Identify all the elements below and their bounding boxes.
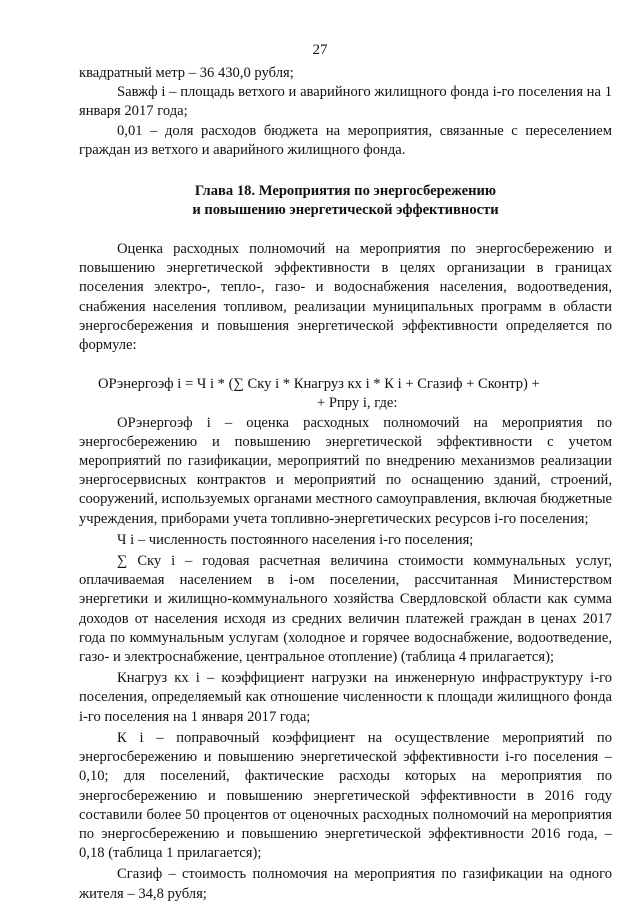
chapter-heading-line1: Глава 18. Мероприятия по энергосбережению [194,183,497,200]
definition-sgazif: Сгазиф – стоимость полномочия на мероприятия по газификации на одного жителя – 34,8 рубля; [79,866,612,902]
formula-line1: ОРэнергоэф i = Ч i * (∑ Cку i * Кнагруз кх i * К i + Сгазиф + Сконтр) + [98,376,540,393]
formula-line2: + Рпру i, где: [317,395,398,412]
paragraph-continuation: квадратный метр – 36 430,0 рубля; [79,65,294,81]
paragraph-savzhf-definition: Sавжф i – площадь ветхого и аварийного жилищного фонда i-го поселения на 1 января 2017 года; [79,84,612,120]
chapter-heading [79,182,612,220]
definition-population: Ч i – численность постоянного населения i-го поселения; [117,531,474,548]
page-content [79,64,612,904]
chapter-heading-line2: и повышению энергетической эффективности [192,202,499,219]
definition-cku: ∑ Cку i – годовая расчетная величина стоимости коммунальных услуг, оплачиваемая населением в i-ом поселении, рассчитанная Министерством энергетики и жилищно-коммунального хозяйства Свердловской области как сумма доходов от населения исходя из средних величин платежей граждан в ценах 2017 года по коммунальным услугам (холодное и горячее водоснабжение, водоотведение, газо- и электроснабжение, центральное отопление) (таблица 4 прилагается); [79,553,612,666]
paragraph-budget-share-definition: 0,01 – доля расходов бюджета на мероприятия, связанные с переселением граждан из ветхого и аварийного жилищного фонда. [79,122,612,158]
paragraph-intro: Оценка расходных полномочий на мероприятия по энергосбережению и повышению энергетической эффективности в целях организации в границах поселения электро-, тепло-, газо- и водоснабжения населения, водоотведения, снабжения населения топливом, реализации муниципальных программ в области энергосбережения и повышения энергетической эффективности определяется по формуле: [79,241,612,354]
formula [79,375,612,413]
definition-knagruz: Кнагруз кх i – коэффициент нагрузки на инженерную инфраструктуру i-го поселения, определяемый как отношение численности к площади жилищного фонда i-го поселения на 1 января 2017 года; [79,670,612,725]
definition-k-coefficient: К i – поправочный коэффициент на осуществление мероприятий по энергосбережению и повышению энергетической эффективности i-го поселения – 0,10; для поселений, фактические расходы которых на мероприятия по энергосбережению и повышению энергетической эффективности в 2016 году составили более 50 процентов от оценочных расходных полномочий на мероприятия по энергосбережению и повышению энергетической эффективности 2016 года, – 0,18 (таблица 1 прилагается); [79,729,612,862]
definition-orenergoef: ОРэнергоэф i – оценка расходных полномочий на мероприятия по энергосбережению и повышению энергетической эффективности с учетом мероприятий по газификации, мероприятий по внедрению механизмов реализации энергосервисных контрактов и мероприятий по оснащению зданий, строений, сооружений, используемых органами местного самоуправления, включая бюджетные учреждения, приборами учета топливно-энергетических ресурсов i-го поселения; [79,414,612,527]
page-number: 27 [312,42,328,58]
